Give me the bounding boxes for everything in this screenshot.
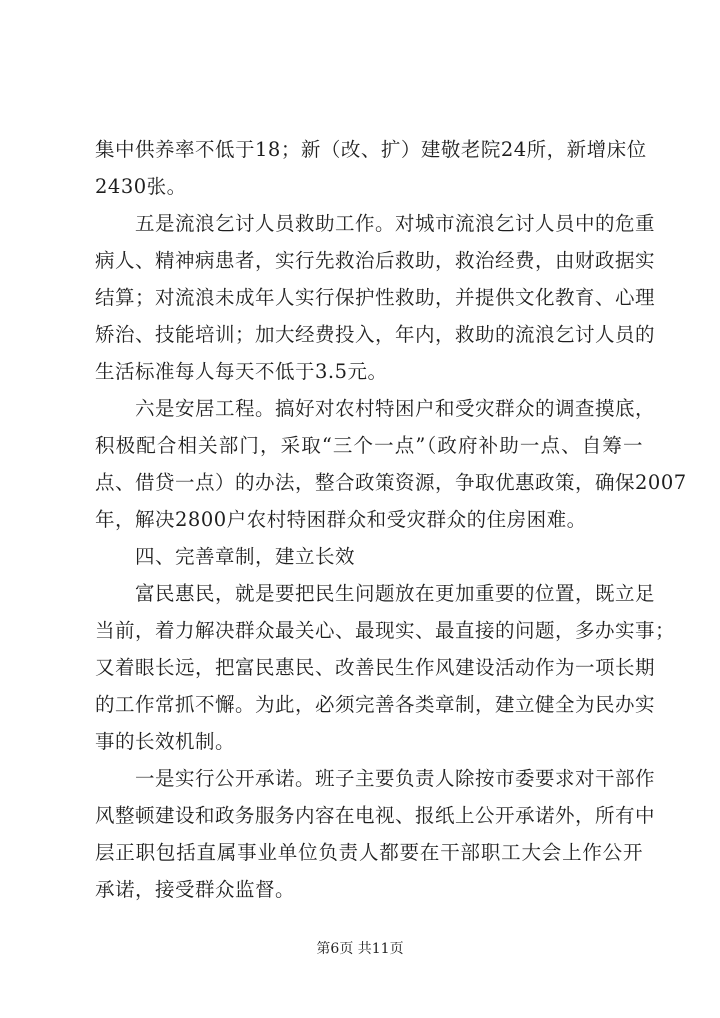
text-line: 又着眼长远，把富民惠民、改善民生作风建设活动作为一项长期: [95, 656, 656, 679]
text-line: 积极配合相关部门，采取“三个一点”（政府补助一点、自筹一: [95, 434, 643, 457]
document-body: [95, 131, 687, 908]
text-line: 2430张。: [95, 175, 187, 198]
text-line: 当前，着力解决群众最关心、最现实、最直接的问题，多办实事；: [95, 619, 676, 642]
text-line: 事的长效机制。: [95, 730, 236, 753]
text-line: 病人、精神病患者，实行先救治后救助，救治经费，由财政据实: [95, 249, 656, 272]
text-line: 五是流浪乞讨人员救助工作。对城市流浪乞讨人员中的危重: [95, 212, 656, 235]
page-footer: 第6页 共11页: [316, 941, 404, 957]
text-line: 矫治、技能培训；加大经费投入，年内，救助的流浪乞讨人员的: [95, 323, 656, 346]
text-line: 点、借贷一点）的办法，整合政策资源，争取优惠政策，确保2007: [95, 471, 687, 494]
text-line: 层正职包括直属事业单位负责人都要在干部职工大会上作公开: [95, 841, 643, 864]
text-line: 六是安居工程。搞好对农村特困户和受灾群众的调查摸底，: [95, 397, 656, 420]
text-line: 一是实行公开承诺。班子主要负责人除按市委要求对干部作: [95, 767, 656, 790]
text-line: 集中供养率不低于18；新（改、扩）建敬老院24所，新增床位: [95, 138, 647, 161]
text-line: 结算；对流浪未成年人实行保护性救助，并提供文化教育、心理: [95, 286, 656, 309]
text-line: 富民惠民，就是要把民生问题放在更加重要的位置，既立足: [95, 582, 656, 605]
text-line: 风整顿建设和政务服务内容在电视、报纸上公开承诺外，所有中: [95, 804, 656, 827]
text-line: 承诺，接受群众监督。: [95, 878, 296, 901]
text-line: 的工作常抓不懈。为此，必须完善各类章制，建立健全为民办实: [95, 693, 656, 716]
text-line: 生活标准每人每天不低于3.5元。: [95, 360, 388, 383]
text-line: 年，解决2800户农村特困群众和受灾群众的住房困难。: [95, 508, 587, 531]
text-line: 四、完善章制，建立长效: [95, 545, 356, 568]
